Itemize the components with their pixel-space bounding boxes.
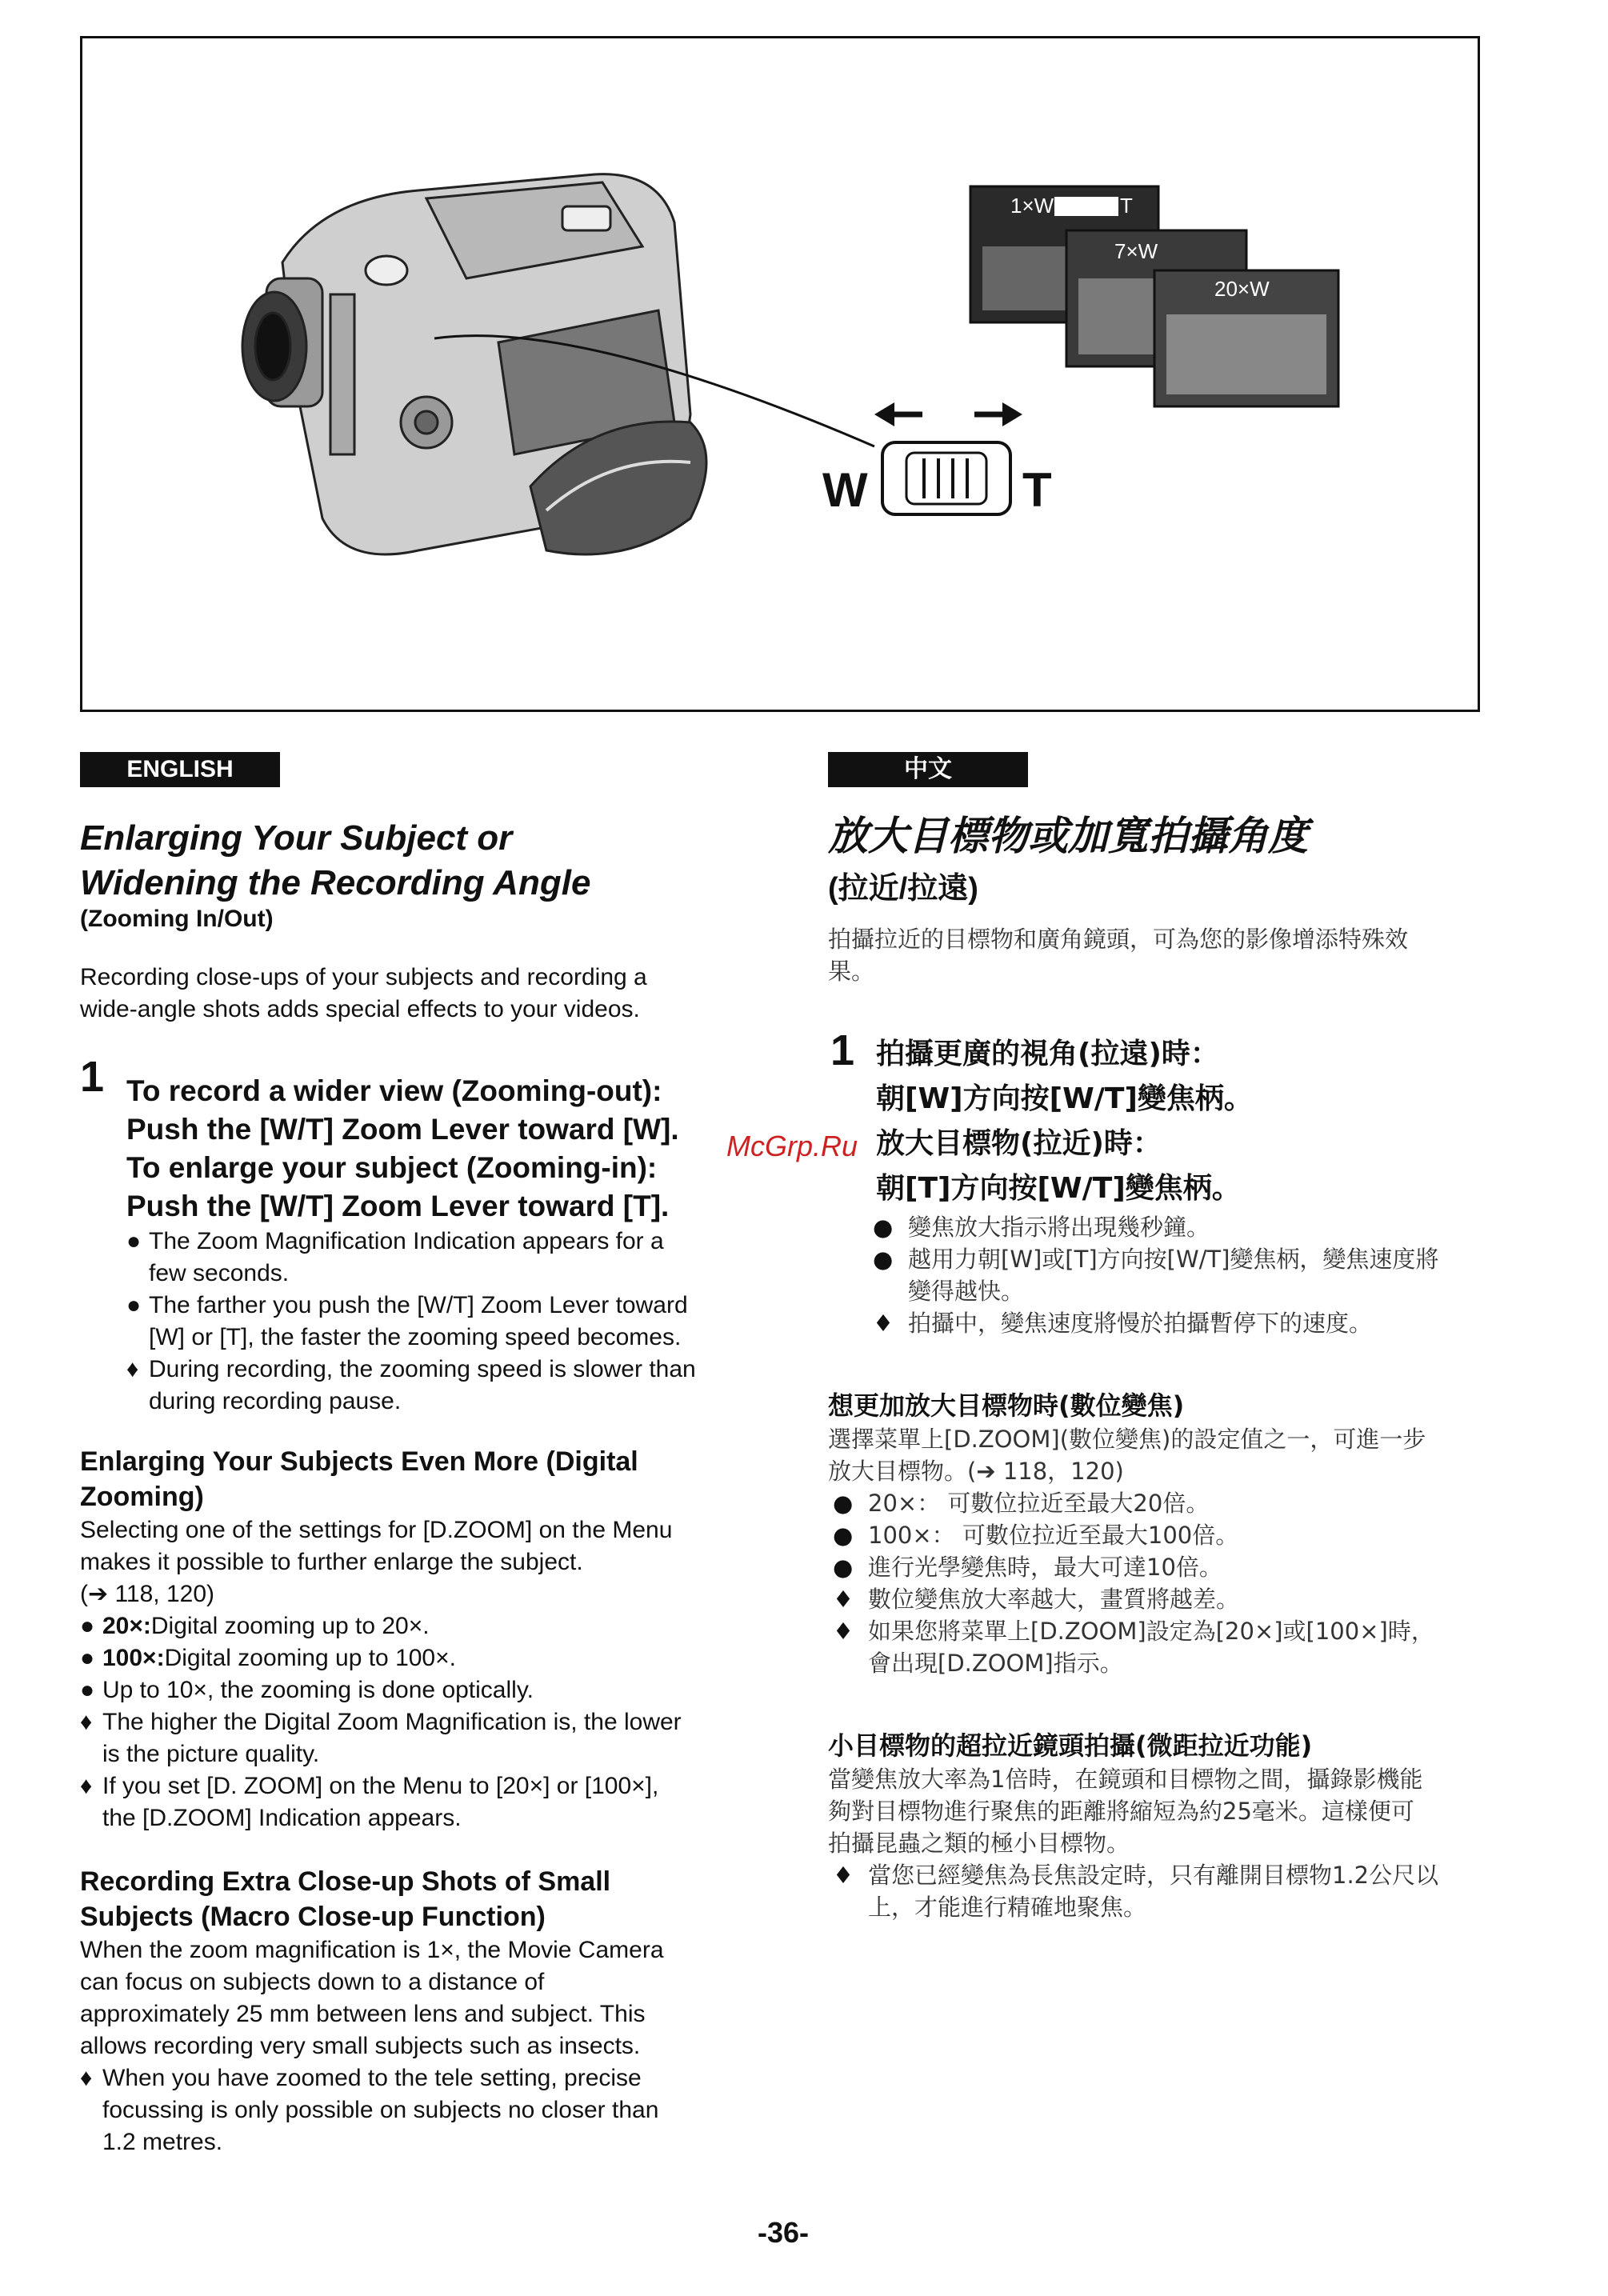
bullet-mark: ♦ [873,1310,894,1337]
chinese-macro-text: 當變焦放大率為1倍時，在鏡頭和目標物之間，攝錄影機能 [828,1766,1423,1793]
bullet-text: Up to 10×, the zooming is done optically. [102,1677,534,1703]
digital-zoom-note [80,1706,768,1770]
chinese-digital-heading: 想更加放大目標物時(數位變焦) [828,1390,1185,1421]
zoom-screen-20x [1154,270,1338,406]
chinese-digital-bullet [828,1487,1492,1519]
chinese-macro-note [828,1859,1492,1923]
english-intro-line1: Recording close-ups of your subjects and recording a [80,964,647,990]
bullet-line: 20×： 可數位拉近至最大20倍。 [868,1490,1210,1517]
bullet-mark: ● [126,1228,142,1254]
bullet-mark: ♦ [126,1356,139,1382]
bullet-bold: 20×: [102,1613,151,1639]
bullet-mark: ● [80,1677,95,1703]
macro-text: allows recording very small subjects such as insects. [80,2033,641,2059]
english-intro-line2: wide-angle shots adds special effects to your videos. [80,996,640,1022]
macro-heading: Subjects (Macro Close-up Function) [80,1902,546,1932]
english-macro-section [80,1864,768,2158]
zoom-indicator-20x: 20×W [1214,277,1270,301]
chinese-digital-bullet [828,1551,1492,1583]
bullet-mark: ● [80,1645,95,1671]
chinese-digital-text: 選擇菜單上[D.ZOOM](數位變焦)的設定值之一，可進一步 [828,1426,1426,1453]
chinese-step-line: 拍攝更廣的視角(拉遠)時： [876,1038,1219,1070]
english-step-line: To enlarge your subject (Zooming-in): [126,1151,658,1184]
english-title-line2: Widening the Recording Angle [80,863,591,902]
english-step-bullet [126,1226,766,1290]
bullet-mark: ♦ [80,2065,93,2091]
bullet-line: 越用力朝[W]或[T]方向按[W/T]變焦柄，變焦速度將 [908,1246,1439,1273]
bullet-line: 100×： 可數位拉近至最大100倍。 [868,1522,1239,1549]
english-title-line1: Enlarging Your Subject or [80,818,513,858]
chinese-step-number: 1 [830,1026,855,1074]
zoom-indicator-t: T [1120,194,1133,218]
chinese-title: 放大目標物或加寬拍攝角度 [828,813,1308,859]
chinese-digital-bullet [828,1615,1492,1679]
zoom-indicator-1x: 1×W [1010,194,1054,218]
bullet-mark: ♦ [80,1773,93,1799]
bullet-line: When you have zoomed to the tele setting, precise [102,2065,642,2091]
chinese-step-bullet [868,1307,1500,1339]
bullet-line: 數位變焦放大率越大，畫質將越差。 [868,1586,1240,1613]
english-step-bullet [126,1354,766,1418]
bullet-mark: ♦ [833,1862,854,1889]
digital-zoom-bullet [80,1610,768,1642]
macro-text: can focus on subjects down to a distance of [80,1969,545,1995]
bullet-line: 1.2 metres. [102,2129,223,2155]
digital-zoom-heading: Enlarging Your Subjects Even More (Digital [80,1446,638,1477]
digital-zoom-bullet [80,1674,768,1706]
english-step [126,1072,766,1418]
macro-text: When the zoom magnification is 1×, the Movie Camera [80,1937,664,1963]
digital-zoom-ref: (➔ 118, 120) [80,1581,215,1607]
digital-zoom-text: Selecting one of the settings for [D.ZOOM] on the Menu [80,1517,673,1543]
bullet-line: is the picture quality. [102,1741,320,1767]
bullet-mark: ● [126,1292,142,1318]
arrow-right-icon [974,402,1022,426]
bullet-line: The farther you push the [W/T] Zoom Lever toward [149,1292,688,1318]
chinese-digital-bullet [828,1519,1492,1551]
chinese-digital-zoom-section [828,1388,1492,1679]
bullet-mark: ● [80,1613,95,1639]
english-step-line: Push the [W/T] Zoom Lever toward [W]. [126,1113,679,1146]
bullet-line: The Zoom Magnification Indication appears for a [149,1228,664,1254]
chinese-step [873,1032,1500,1339]
english-section [80,816,768,1026]
zoom-lever-icon [882,442,1010,514]
bullet-line: 進行光學變焦時，最大可達10倍。 [868,1554,1222,1581]
digital-zoom-heading: Zooming) [80,1482,204,1512]
chinese-step-bullet [868,1243,1500,1307]
chinese-digital-bullet [828,1583,1492,1615]
bullet-line: during recording pause. [149,1388,402,1414]
bullet-mark: ● [873,1214,894,1241]
chinese-macro-section [828,1728,1492,1923]
chinese-intro: 拍攝拉近的目標物和廣角鏡頭，可為您的影像增添特殊效 [828,926,1409,953]
bullet-mark: ♦ [833,1586,854,1613]
arrow-left-icon [874,402,922,426]
bullet-line: 如果您將菜單上[D.ZOOM]設定為[20×]或[100×]時， [868,1618,1434,1645]
zoom-indicator-7x: 7×W [1114,239,1158,263]
bullet-line: 當您已經變焦為長焦設定時，只有離開目標物1.2公尺以 [868,1862,1439,1889]
bullet-line: If you set [D. ZOOM] on the Menu to [20×] or [100×], [102,1773,659,1799]
macro-note [80,2062,768,2158]
chinese-macro-heading: 小目標物的超拉近鏡頭拍攝(微距拉近功能) [828,1730,1313,1761]
chinese-section [828,812,1492,987]
bullet-line: 變焦放大指示將出現幾秒鐘。 [908,1214,1210,1241]
bullet-line: focussing is only possible on subjects no closer than [102,2097,659,2123]
chinese-label: 中文 [828,752,1028,787]
chinese-step-bullet [868,1211,1500,1243]
chinese-step-line: 朝[T]方向按[W/T]變焦柄。 [876,1172,1241,1205]
macro-text: approximately 25 mm between lens and subject. This [80,2001,646,2027]
bullet-mark: ● [833,1490,854,1517]
page-number: -36- [757,2216,810,2249]
macro-heading: Recording Extra Close-up Shots of Small [80,1866,611,1897]
chinese-intro: 果。 [828,958,875,985]
lever-w-label: W [822,463,868,517]
bullet-mark: ● [873,1246,894,1273]
bullet-text: Digital zooming up to 20×. [150,1613,430,1639]
illustration-frame [80,36,1480,712]
english-subtitle: (Zooming In/Out) [80,906,274,932]
bullet-mark: ♦ [80,1709,93,1735]
bullet-mark: ● [833,1554,854,1581]
digital-zoom-note [80,1770,768,1834]
watermark: McGrp.Ru [726,1130,858,1162]
bullet-line: The higher the Digital Zoom Magnification is, the lower [102,1709,682,1735]
bullet-line: 拍攝中，變焦速度將慢於拍攝暫停下的速度。 [908,1310,1373,1337]
chinese-subtitle: (拉近/拉遠) [828,872,978,906]
bullet-text: Digital zooming up to 100×. [164,1645,456,1671]
digital-zoom-text: makes it possible to further enlarge the subject. [80,1549,583,1575]
chinese-digital-text: 放大目標物。(➔ 118，120) [828,1458,1124,1485]
chinese-step-line: 放大目標物(拉近)時： [876,1127,1162,1160]
bullet-line: [W] or [T], the faster the zooming speed becomes. [149,1324,682,1350]
bullet-line: During recording, the zooming speed is slower than [149,1356,696,1382]
digital-zoom-bullet [80,1642,768,1674]
bullet-line: 會出現[D.ZOOM]指示。 [868,1650,1123,1677]
english-step-line: Push the [W/T] Zoom Lever toward [T]. [126,1190,670,1222]
bullet-mark: ♦ [833,1618,854,1645]
chinese-step-line: 朝[W]方向按[W/T]變焦柄。 [876,1082,1253,1115]
bullet-line: 變得越快。 [908,1278,1025,1305]
english-digital-zoom-section [80,1444,768,1834]
english-label: ENGLISH [80,752,280,787]
chinese-macro-text: 夠對目標物進行聚焦的距離將縮短為約25毫米。這樣便可 [828,1798,1414,1825]
chinese-macro-text: 拍攝昆蟲之類的極小目標物。 [828,1830,1130,1857]
bullet-mark: ● [833,1522,854,1549]
english-step-bullet [126,1290,766,1354]
english-step-line: To record a wider view (Zooming-out): [126,1074,662,1107]
bullet-line: few seconds. [149,1260,290,1286]
lever-t-label: T [1022,463,1052,517]
camcorder-icon [242,174,706,554]
camcorder-zoom-illustration [82,38,1478,710]
bullet-line: the [D.ZOOM] Indication appears. [102,1805,462,1831]
english-step-number: 1 [80,1053,105,1101]
bullet-line: 上，才能進行精確地聚焦。 [868,1894,1147,1921]
bullet-bold: 100×: [102,1645,165,1671]
